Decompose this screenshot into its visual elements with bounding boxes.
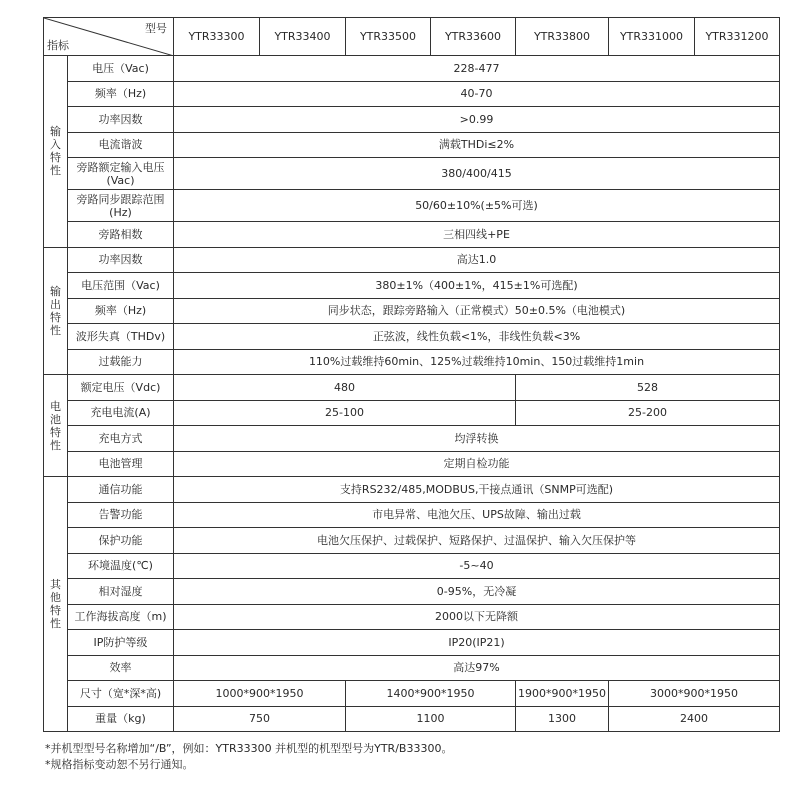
row-value: 满载THDi≤2% bbox=[174, 132, 780, 158]
group-battery: 电 池 特 性 bbox=[44, 375, 68, 477]
row-label: 频率（Hz) bbox=[68, 298, 174, 324]
index-label: 指标 bbox=[47, 39, 69, 52]
row-value: 定期自检功能 bbox=[174, 451, 780, 477]
model-header: YTR33300 bbox=[174, 18, 260, 56]
row-value: 380±1%（400±1%，415±1%可选配) bbox=[174, 273, 780, 299]
row-value: 380/400/415 bbox=[174, 158, 780, 190]
row-label: 电压（Vac) bbox=[68, 56, 174, 82]
row-value: 25-200 bbox=[516, 400, 780, 426]
model-header: YTR331200 bbox=[695, 18, 780, 56]
row-value: 同步状态，跟踪旁路输入（正常模式）50±0.5%（电池模式) bbox=[174, 298, 780, 324]
row-value: 1000*900*1950 bbox=[174, 681, 346, 707]
row-value: >0.99 bbox=[174, 107, 780, 133]
row-value: 25-100 bbox=[174, 400, 516, 426]
row-value: 228-477 bbox=[174, 56, 780, 82]
group-output: 输 出 特 性 bbox=[44, 247, 68, 375]
model-header: YTR33400 bbox=[260, 18, 346, 56]
row-value: 0-95%，无冷凝 bbox=[174, 579, 780, 605]
row-label: 工作海拔高度（m) bbox=[68, 604, 174, 630]
row-label: 尺寸（宽*深*高) bbox=[68, 681, 174, 707]
footnote: *并机型型号名称增加“/B”，例如：YTR33300 并机型的机型型号为YTR/B33300。 bbox=[45, 742, 453, 755]
row-value: IP20(IP21) bbox=[174, 630, 780, 656]
row-value: 3000*900*1950 bbox=[609, 681, 780, 707]
row-value: 电池欠压保护、过载保护、短路保护、过温保护、输入欠压保护等 bbox=[174, 528, 780, 554]
row-value: 1400*900*1950 bbox=[346, 681, 516, 707]
row-value: -5~40 bbox=[174, 553, 780, 579]
row-value: 2400 bbox=[609, 706, 780, 732]
row-label: 额定电压（Vdc) bbox=[68, 375, 174, 401]
row-label: 电流谐波 bbox=[68, 132, 174, 158]
row-value: 1900*900*1950 bbox=[516, 681, 609, 707]
row-value: 1300 bbox=[516, 706, 609, 732]
row-label: 通信功能 bbox=[68, 477, 174, 503]
row-label: 保护功能 bbox=[68, 528, 174, 554]
row-label: 波形失真（THDv) bbox=[68, 324, 174, 350]
model-header: YTR33800 bbox=[516, 18, 609, 56]
footnote: *规格指标变动恕不另行通知。 bbox=[45, 758, 194, 771]
corner-cell bbox=[44, 18, 174, 56]
row-label: 电压范围（Vac) bbox=[68, 273, 174, 299]
row-value: 支持RS232/485,MODBUS,干接点通讯（SNMP可选配) bbox=[174, 477, 780, 503]
row-value: 2000以下无降额 bbox=[174, 604, 780, 630]
spec-table bbox=[43, 17, 780, 732]
row-label: 功率因数 bbox=[68, 247, 174, 273]
model-header: YTR331000 bbox=[609, 18, 695, 56]
row-value: 高达97% bbox=[174, 655, 780, 681]
row-value: 528 bbox=[516, 375, 780, 401]
row-label: 环境温度(℃) bbox=[68, 553, 174, 579]
row-value: 110%过载维持60min、125%过载维持10min、150过载维持1min bbox=[174, 349, 780, 375]
row-value: 正弦波，线性负载<1%，非线性负载<3% bbox=[174, 324, 780, 350]
row-label: IP防护等级 bbox=[68, 630, 174, 656]
row-label: 告警功能 bbox=[68, 502, 174, 528]
row-value: 高达1.0 bbox=[174, 247, 780, 273]
row-label: 旁路同步跟踪范围(Hz) bbox=[68, 190, 174, 222]
row-label: 旁路相数 bbox=[68, 222, 174, 248]
row-label: 过载能力 bbox=[68, 349, 174, 375]
row-value: 40-70 bbox=[174, 81, 780, 107]
row-label: 功率因数 bbox=[68, 107, 174, 133]
row-label: 充电电流(A) bbox=[68, 400, 174, 426]
group-other: 其 他 特 性 bbox=[44, 477, 68, 732]
row-label: 相对湿度 bbox=[68, 579, 174, 605]
model-header: YTR33600 bbox=[431, 18, 516, 56]
row-value: 50/60±10%(±5%可选) bbox=[174, 190, 780, 222]
row-value: 三相四线+PE bbox=[174, 222, 780, 248]
row-label: 电池管理 bbox=[68, 451, 174, 477]
row-label: 频率（Hz) bbox=[68, 81, 174, 107]
row-label: 充电方式 bbox=[68, 426, 174, 452]
row-value: 480 bbox=[174, 375, 516, 401]
row-value: 市电异常、电池欠压、UPS故障、输出过载 bbox=[174, 502, 780, 528]
model-header: YTR33500 bbox=[346, 18, 431, 56]
row-value: 1100 bbox=[346, 706, 516, 732]
row-label: 旁路额定输入电压(Vac) bbox=[68, 158, 174, 190]
row-label: 重量（kg) bbox=[68, 706, 174, 732]
row-value: 均浮转换 bbox=[174, 426, 780, 452]
row-value: 750 bbox=[174, 706, 346, 732]
group-input: 输 入 特 性 bbox=[44, 56, 68, 248]
header-row bbox=[44, 18, 780, 56]
row-label: 效率 bbox=[68, 655, 174, 681]
model-label: 型号 bbox=[145, 22, 167, 35]
